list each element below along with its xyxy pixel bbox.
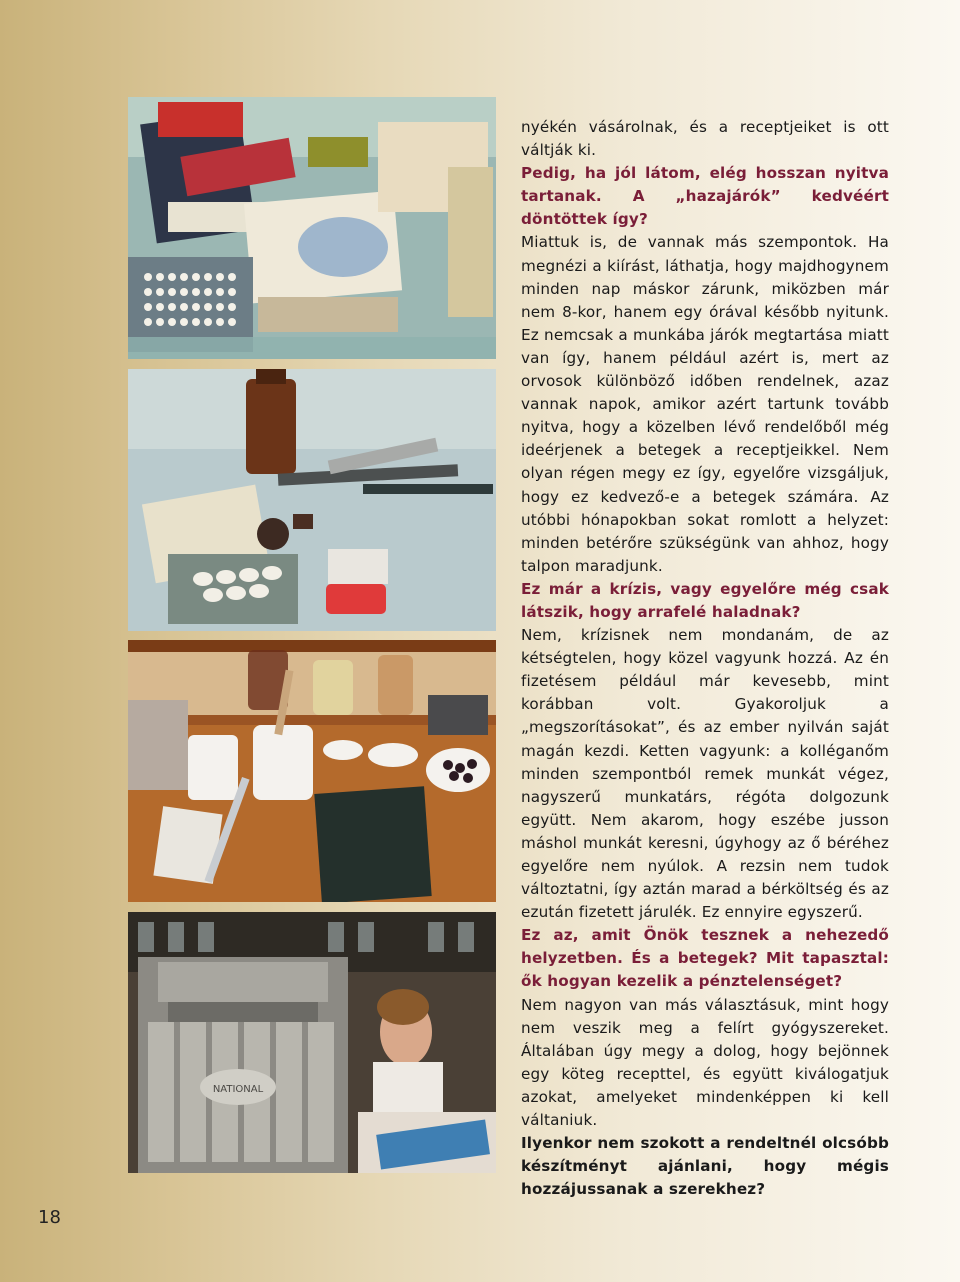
interview-question: Ez az, amit Önök tesznek a nehezedő helyzetben. És a betegek? Mit tapasztal: ők hogyan kezelik a pénztelenséget? (521, 926, 889, 991)
register-brand-label: NATIONAL (212, 1084, 264, 1095)
interview-question: Pedig, ha jól látom, elég hosszan nyitva tartanak. A „hazajárók” kedvéért döntöttek így? (521, 164, 889, 229)
photo-vintage-packages (128, 97, 496, 359)
answer-paragraph: nyékén vásárolnak, és a receptjeiket is ott váltják ki. (521, 118, 889, 160)
article-text (521, 116, 889, 1201)
answer-paragraph: Nem, krízisnek nem mondanám, de az kétségtelen, hogy közel vagyunk hozzá. Az én fizetésem például már kevesebb, mint korábban volt. Gyakoroljuk a „megszorításokat”, és az ember nyilván saját magán kezdi. Ketten vagyunk: a kolléganőm minden szempontból remek munkát végez, nagyszerű munkatárs, régóta dolgozunk együtt. Nem akarom, hogy eszébe jusson máshol munkát keresni, úgyhogy az ő béréhez egyelőre nem nyúlok. A rezsin nem tudok változtatni, így aztán marad a bérköltség és az ezután fizetett járulék. Ez ennyire egyszerű. (521, 626, 889, 922)
page-number: 18 (38, 1207, 61, 1228)
interview-question: Ez már a krízis, vagy egyelőre még csak látszik, hogy arrafelé haladnak? (521, 579, 889, 621)
answer-paragraph: Miattuk is, de vannak más szempontok. Ha megnézi a kiírást, láthatja, hogy majdhogynem minden nap máskor zárunk, miközben már nem 8-kor, hanem egy órával később nyitunk. Ez nemcsak a munkába járók megtartása miatt van így, hanem például azért is, mert az orvosok különböző időben rendelnek, azaz vannak napok, amikor azért tartunk tovább nyitva, hogy a közelben lévő rendelőből még ideérjenek a betegek a receptjeikkel. Nem olyan régen megy ez így, egyelőre vizsgáljuk, hogy ez kedvező-e a betegek számára. Az utóbbi hónapokban sokat romlott a helyzet: minden betérőre szükségünk van ahhoz, hogy talpon maradjunk. (521, 233, 889, 575)
photo-mortars-and-notebook (128, 640, 496, 902)
photo-cash-register (128, 912, 496, 1173)
interview-question: Ilyenkor nem szokott a rendeltnél olcsóbb készítményt ajánlani, hogy mégis hozzájussanak a szerekhez? (521, 1134, 889, 1199)
photo-tin-and-instruments (128, 369, 496, 631)
answer-paragraph: Nem nagyon van más választásuk, mint hogy nem veszik meg a felírt gyógyszereket. Általában úgy megy a dolog, hogy bejönnek egy köteg recepttel, és együtt kiválogatjuk azokat, amelyeket mindenképpen ki kell váltaniuk. (521, 995, 889, 1130)
